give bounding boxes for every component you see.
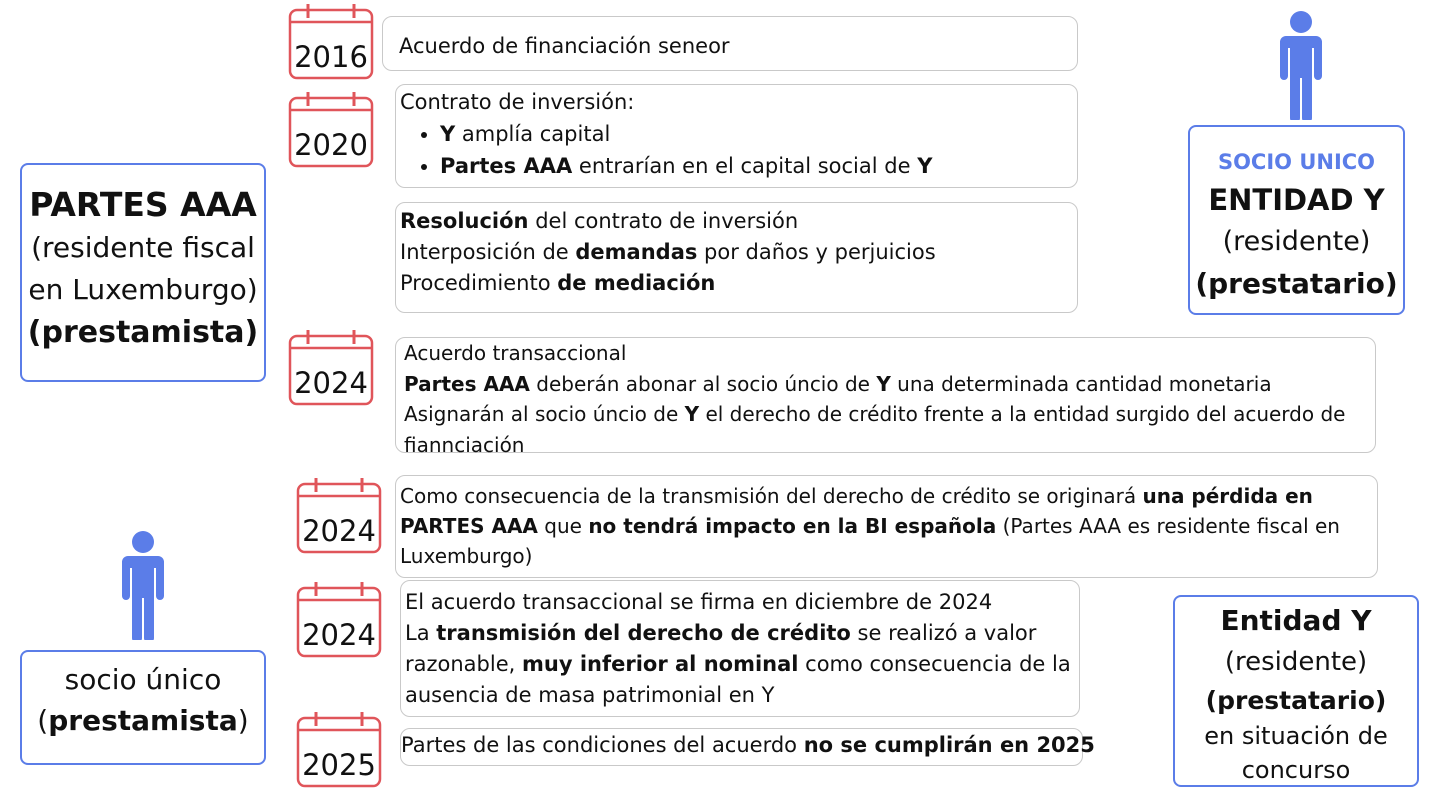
- calendar-year: 2024: [302, 618, 376, 652]
- party-residence: (residente): [1222, 226, 1371, 257]
- event-box-2020: [395, 84, 1078, 188]
- party-box-entidad-y-concurso: [1173, 595, 1419, 787]
- person-icon: [118, 530, 168, 640]
- party-box-partes-aaa: [20, 163, 266, 382]
- calendar-icon: [288, 328, 374, 404]
- calendar-icon: [296, 710, 382, 786]
- event-line: Asignarán al socio úncio de Y el derecho de crédito frente a la entidad surgido del acuerdo de fiannciación: [404, 402, 1346, 457]
- event-box-2016: [382, 16, 1078, 71]
- party-role: (prestatario): [1205, 686, 1387, 715]
- party-name: Entidad Y: [1220, 604, 1372, 637]
- party-residence: (residente): [1224, 647, 1368, 677]
- event-title: Contrato de inversión:: [400, 90, 635, 114]
- party-name: PARTES AAA: [29, 185, 257, 224]
- event-bullets: [400, 118, 1073, 182]
- calendar-icon: [288, 90, 374, 166]
- event-line: Interposición de demandas por daños y perjuicios: [400, 240, 936, 264]
- event-box-2024-perdida: Como consecuencia de la transmisión del derecho de crédito se originará una pérdida en PARTES AAA que no tendrá impacto en la BI española (Partes AAA es residente fiscal en Luxemburgo): [395, 475, 1378, 578]
- person-role: prestamista: [48, 704, 238, 737]
- event-line: La transmisión del derecho de crédito se realizó a valor razonable, muy inferior al nominal como consecuencia de la ausencia de masa patrimonial en Y: [405, 621, 1071, 707]
- event-box-2025: Partes de las condiciones del acuerdo no se cumplirán en 2025: [400, 728, 1083, 766]
- event-title: Acuerdo transaccional: [404, 341, 627, 365]
- event-text: Acuerdo de financiación seneor: [399, 34, 730, 58]
- person-icon: [1276, 10, 1326, 120]
- event-line: Procedimiento de mediación: [400, 271, 716, 295]
- calendar-year: 2020: [294, 128, 368, 162]
- event-line: Partes AAA deberán abonar al socio úncio de Y una determinada cantidad monetaria: [404, 371, 1272, 396]
- event-box-resolucion: [395, 202, 1078, 313]
- calendar-icon: [296, 476, 382, 552]
- party-box-entidad-y: [1188, 125, 1405, 315]
- party-name: ENTIDAD Y: [1208, 183, 1385, 217]
- party-kicker: SOCIO UNICO: [1217, 150, 1376, 174]
- calendar-icon: [296, 580, 382, 656]
- calendar-year: 2024: [302, 514, 376, 548]
- party-role: (prestamista): [27, 315, 259, 350]
- event-line: Resolución del contrato de inversión: [400, 209, 799, 233]
- person-label: socio único: [64, 663, 222, 696]
- calendar-year: 2025: [302, 748, 376, 782]
- calendar-year: 2024: [294, 366, 368, 400]
- party-box-socio-unico: [20, 650, 266, 765]
- party-residence: (residente fiscal en Luxemburgo): [28, 231, 258, 306]
- calendar-icon: [288, 2, 374, 78]
- person-role-line: (prestamista): [37, 704, 249, 737]
- bullet-item: • Y amplía capital: [440, 118, 1073, 150]
- bullet-item: • Partes AAA entrarían en el capital social de Y: [440, 150, 1073, 182]
- party-role: (prestatario): [1195, 267, 1398, 300]
- calendar-year: 2016: [294, 40, 368, 74]
- event-box-2024-acuerdo: [395, 337, 1376, 457]
- event-box-2024-firma: [400, 580, 1080, 717]
- party-status: en situación de concurso: [1204, 722, 1388, 784]
- event-line: El acuerdo transaccional se firma en diciembre de 2024: [405, 590, 993, 614]
